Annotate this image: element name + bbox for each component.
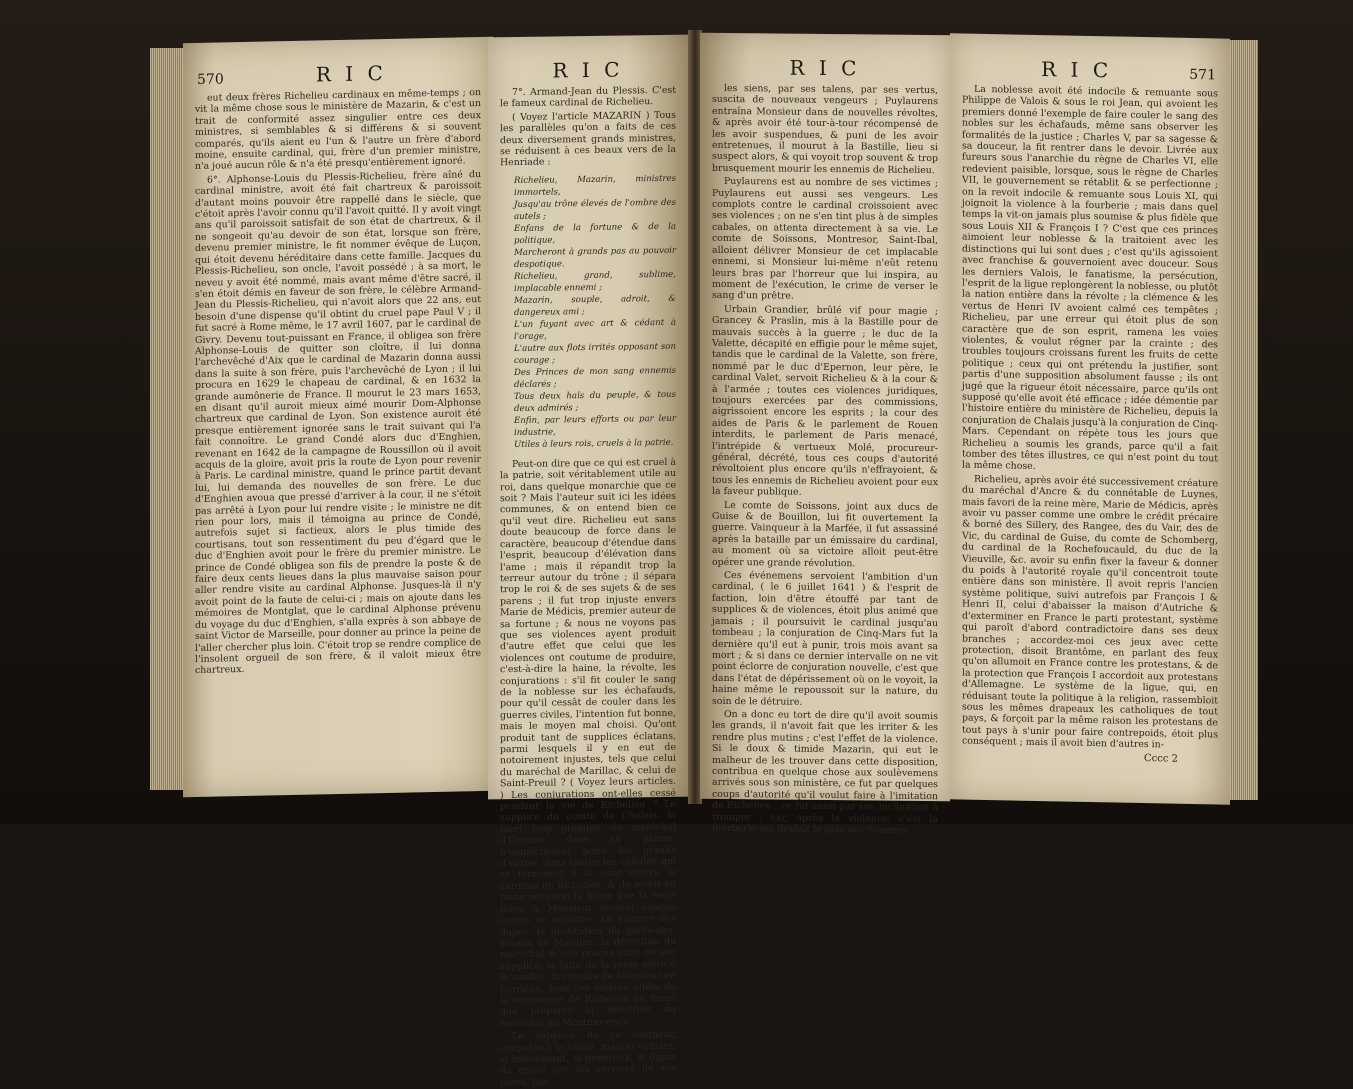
- verse-line: Marcheront à grands pas au pouvoir despotique.: [514, 245, 676, 270]
- paragraph: ( Voyez l'article MAZARIN ) Tous les parallèles qu'on a faits de ces deux diversement grands ministres, se réduisent à ces beaux vers de la Henriade :: [500, 109, 676, 169]
- paragraph: Urbain Grandier, brûlé vif pour magie ; Grancey & Praslin, mis à la Bastille pour de mauvais succès à la guerre ; le duc de la Valette, décapité en effigie pour le même sujet, tandis que le cardinal de la Valette, son frère, nommé par le duc d'Epernon, leur père, le cardinal Valet, servoit Richelieu & à la cour & à l'armée ; toutes ces violences juridiques, toujours exercées par des commissions, aigrissoient encore les esprits ; la cour des aides de Paris & le parlement de Rouen interdits, le parlement de Paris menacé, l'intrépide & vertueux Molé, procureur-général, décrété, tous ces coups d'autorité révoltoient plus encore qu'ils n'effrayoient, & tous les ennemis de Richelieu avoient pour eux la faveur publique.: [712, 303, 938, 498]
- verse-line: Utiles à leurs rois, cruels à la patrie.: [514, 437, 674, 450]
- running-head: R I C: [552, 57, 624, 83]
- page-570-left: [183, 37, 493, 797]
- page-number: 570: [197, 71, 224, 88]
- page-571-left-column: [700, 33, 950, 836]
- verse-line: Jusqu'au trône élevés de l'ombre des autels ;: [514, 197, 676, 222]
- verse-line: L'un fuyant avec art & cédant à l'orage,: [514, 317, 676, 342]
- verse-line: Richelieu, grand, sublime, implacable ennemi ;: [514, 269, 676, 294]
- page-570-right-column: [488, 35, 688, 1089]
- page-header: [700, 33, 950, 86]
- paragraph: On a donc eu tort de dire qu'il avoit soumis les grands, il n'avoit fait que les irriter & les rendre plus mutins ; c'est l'effet de la violence. Si le doux & timide Mazarin, qui eut le malheur de les trouver dans cette disposition, contribua en quelque chose aux soulèvemens arrivés sous son ministère, ce fut par quelques coups d'autorité qu'il voulut faire à l'imitation de Richelieu ; ce fut aussi par son inclination à tromper ; car, après la violence, c'est la fourberie qui déplaît le plus aux hommes.: [712, 708, 938, 836]
- page-number: 571: [1189, 66, 1216, 84]
- verse-line: Tous deux haïs du peuple, & tous deux admirés ;: [514, 389, 676, 414]
- paragraph: 7°. Armand-Jean du Plessis. C'est le fameux cardinal de Richelieu.: [500, 84, 676, 110]
- running-head: R I C: [789, 55, 861, 81]
- page-edges-left: [150, 48, 184, 790]
- paragraph: Richelieu, après avoir été successivement créature du maréchal d'Ancre & du connétable de Luynes, mais favori de la reine mère, Marie de Médicis, après avoir vu passer comme une ombre le crédit précaire & borné des Sillery, des Rangee, des du Vair, des de Vic, du cardinal de Guise, du comte de Schomberg, du cardinal de la Rochefoucauld, du duc de la Vieuville, &c. avoir su enfin fixer la faveur & donner du poids à l'autorité royale qu'il concentroit toute entière dans son ministère. Il avoit repris l'ancien système politique, suivi autrefois par François I & Henri II, celui d'abaisser la maison d'Autriche & d'exterminer en France le parti protestant, système qui paroît d'abord contradictoire dans ses deux branches ; accordez-moi ces jeux avec cette protection, disoit Brantôme, en parlant des feux qu'on allumoit en France contre les protestans, & de la protection que François I accordoit aux protestans d'Allemagne. Le système de la ligue, qui, en réduisant toute la politique à la religion, rassembloit sous les mêmes drapeaux les catholiques de tout pays, & forçoit par la même raison les protestans de tout pays à s'unir pour faire contrepoids, étoit plus conséquent ; mais il avoit bien d'autres in-: [962, 473, 1218, 751]
- page-571-right-column: [950, 33, 1230, 804]
- paragraph: eut deux frères Richelieu cardinaux en même-temps ; on vit la même chose sous le ministère de Mazarin, & c'est un trait de conformité assez singulier entre ces deux ministres, si semblables & si différens & si souvent comparés, qu'ils aient eu l'un & l'autre un frère d'abord moine, ensuite cardinal, qui, frère d'un premier ministre, n'a joué aucun rôle & n'a été presqu'entièrement ignoré.: [195, 87, 481, 173]
- paragraph: Peut-on dire que ce qui est cruel à la patrie, soit véritablement utile au roi, dans quelque monarchie que ce soit ? Mais l'auteur suit ici les idées communes, & on entend bien ce qu'il veut dire. Richelieu eut sans doute beaucoup de force dans le caractère, beaucoup d'étendue dans l'esprit, beaucoup d'élévation dans l'ame ; mais il répandit trop la terreur autour du trône ; il sépara trop le roi & de ses sujets & de ses parens ; il fut trop injuste envers Marie de Médicis, premier auteur de sa fortune ; & nous ne voyons pas que ses violences ayent produit d'autre effet que celui que les violences ont coutume de produire, c'est-à-dire la haine, la révolte, les conjurations : s'il fit couler le sang de la noblesse sur les échafauds, pour qu'il cessât de couler dans les guerres civiles, l'intention fut bonne, mais le moyen mal choisi. Qu'ont produit tant de supplices éclatans, parmi lesquels il y en eut de notoirement injustes, tels que celui du maréchal de Marillac, & celui de Saint-Preuil ? ( Voyez leurs articles. ) Les conjurations ont-elles cessé pendant la vie de Richelieu ? Le supplice du comte de Chalais, la mort trop prompte du maréchal d'Ornano dans sa prison, n'empêchèrent point les grands d'entrer dans toutes les cabales qui se formoient à la cour contre le cardinal de Richelieu, & de servir en toute occasion la haine que la reine mère & Monsieur avoient conçue contre ce ministre. La journée des dupes, la destitution du garde-des-sceaux de Marillac, la détention du maréchal & son procès suivi de son supplice, la fuite de la reine mère à Bruxelles, la retraite de Monsieur en Lorraine, tous ces violens effets de la vengeance de Richelieu ne firent que préparer la défection du maréchal de Montmorency.: [500, 456, 676, 1029]
- verse-line: Enfin, par leurs efforts ou par leur industrie,: [514, 413, 676, 438]
- verse-line: Enfans de la fortune & de la politique,: [514, 221, 676, 246]
- page-header: [488, 35, 688, 88]
- running-head: R I C: [1041, 57, 1113, 83]
- running-head: R I C: [315, 60, 387, 87]
- page-edges-right: [1228, 40, 1258, 800]
- page-header: [183, 37, 493, 93]
- paragraph: Ces événemens servoient l'ambition d'un cardinal, ( le 6 juillet 1641 ) & l'esprit de faction, loin d'être étouffé par tant de supplices & de violences, étoit plus animé que jamais ; il poursuivit le cardinal jusqu'au tombeau ; la conjuration de Cinq-Mars fut la dernière qu'il eut à punir, trois mois avant sa mort ; & si dans ce dernier intervalle on ne vit point éclorre de conjuration nouvelle, c'est que dans l'état de dépérissement où on le voyoit, la haine même le repoussoit sur la nature, du soin de le détruire.: [712, 570, 938, 708]
- column-text: [950, 83, 1230, 765]
- paragraph: La noblesse avoit été indocile & remuante sous Philippe de Valois & sous le roi Jean, qui avoient les premiers donné l'exemple de faire couler le sang des nobles sur les échafauds, même sans observer les formalités de la justice ; Charles V, par sa sagesse & sa douceur, la fit rentrer dans le devoir. Livrée aux fureurs sous l'anarchie du règne de Charles VI, elle redevient paisible, lorsque, sous le règne de Charles VII, le gouvernement se rétablit & se perfectionne ; on la revoit indocile & remuante sous Louis XI, qui joignoit la violence à la fourberie ; mais dans quel temps la vit-on jamais plus soumise & plus fidèle que sous Louis XII & François I ? C'est que ces princes aimoient leur noblesse & la traitoient avec les distinctions qui lui sont dues ; c'est qu'ils agissoient avec franchise & gouvernoient avec douceur. Sous les derniers Valois, le fanatisme, la persécution, l'esprit de la ligue replongèrent la noblesse, ou plutôt la nation entière dans la révolte ; la clémence & les vertus de Henri IV avoient calmé ces tempêtes ; Richelieu, par une erreur qui étoit plus de son caractère que de son esprit, ramena les voies violentes, & voulut régner par la crainte ; des troubles toujours croissans furent les fruits de cette politique ; ceux qui ont prétendu la justifier, sont partis d'une supposition absolument fausse ; ils ont jugé que la rigueur étoit nécessaire, parce qu'ils ont supposé qu'elle avoit été efficace ; idée démentie par l'histoire entière du ministère de Richelieu, depuis la conjuration de Chalais jusqu'à la conjuration de Cinq-Mars. Cependant on répète tous les jours que Richelieu a soumis les grands, parce qu'il a fait tomber des têtes illustres, ce qui n'est point du tout la même chose.: [962, 83, 1218, 473]
- column-text: [183, 87, 493, 677]
- page-header: [950, 33, 1230, 88]
- verse-line: Des Princes de mon sang ennemis déclarés ;: [514, 365, 676, 390]
- paragraph: les siens, par ses talens, par ses vertus, suscita de nouveaux vengeurs ; Puylaurens entraîna Monsieur dans de nouvelles révoltes, & après avoir été tour-à-tour récompensé de les avoir suspendues, & puni de les avoir entretenues, il mourut à la Bastille, lieu si suspect alors, & qui voyoit trop souvent & trop brusquement mourir les ennemis de Richelieu.: [712, 82, 938, 176]
- verse-line: Richelieu, Mazarin, ministres immortels,: [514, 173, 676, 198]
- verse-line: Mazarin, souple, adroit, & dangereux ami ;: [514, 293, 676, 318]
- column-text: [488, 85, 688, 1089]
- signature-mark: Cccc 2: [1144, 752, 1178, 765]
- paragraph: Puylaurens est au nombre de ses victimes ; Puylaurens eut aussi ses vengeurs. Les complots contre le cardinal croissoient avec ses violences ; on ne s'en tint plus à de simples cabales, on attenta directement à sa vie. Le comte de Soissons, Montresor, Saint-Ibal, alloient délivrer Monsieur de cet implacable ennemi, si Monsieur lui-même n'eût retenu leurs bras par l'horreur que lui inspira, au moment de l'exécution, le crime de verser le sang d'un prêtre.: [712, 176, 938, 302]
- paragraph: 6°. Alphonse-Louis du Plessis-Richelieu, frère aîné du cardinal ministre, avoit été fait chartreux & paroissoit d'autant moins pouvoir être rappellé dans le siècle, que c'étoit après l'avoir connu qu'il l'avoit quitté. Il y avoit vingt ans qu'il paroissoit satisfait de son état de chartreux, & il ne songeoit qu'au devoir de son état, lorsque son frère, devenu premier ministre, le fit nommer évêque de Luçon, qui étoit devenu héréditaire dans cette famille. Jacques du Plessis-Richelieu, son oncle, l'avoit possédé ; à sa mort, le neveu y avoit été nommé, mais avant même d'être sacré, il s'en étoit démis en faveur de son frère, le célèbre Armand-Jean du Plessis-Richelieu, qui n'avoit alors que 22 ans, eut besoin d'une dispense qu'il obtint du cruel pape Paul V ; il fut sacré à Rome même, le 17 avril 1607, par le cardinal de Givry. Devenu tout-puissant en France, il obligea son frère Alphonse-Louis de quitter son cloître, il lui donna l'archevêché d'Aix que le cardinal de Mazarin donna aussi dans la suite à son frère, puis l'archevêché de Lyon ; il lui procura en 1629 le chapeau de cardinal, & en 1632 la grande aumônerie de France. Il mourut le 23 mars 1653, en disant qu'il auroit mieux aimé mourir Dom-Alphonse chartreux que cardinal de Lyon. Son existence auroit été presque entièrement ignorée sans le trait suivant qui l'a fait connoître. Le grand Condé alors duc d'Enghien, revenant en 1642 de la campagne de Roussillon où il avoit acquis de la gloire, avoit pris la route de Lyon pour revenir à Paris. Le cardinal ministre, quand le prince partit devant lui, lui demanda des nouvelles de son frère. Le duc d'Enghien avoua que pressé d'arriver à la cour, il ne s'étoit pas arrêté à Lyon pour lui rendre visite ; le ministre ne dit rien pour lors, mais il témoigna au prince de Condé, autrefois sujet si factieux, alors le plus timide des courtisans, tout son ressentiment du peu d'égard que le duc d'Enghien avoit pour le frère du premier ministre. Le prince de Condé obligea son fils de prendre la poste & de faire deux cents lieues dans la plus mauvaise saison pour aller rendre visite au cardinal Alphonse. Jusques-là il n'y avoit point de la faute de celui-ci ; mais on ajoute dans les mémoires de Montglat, que le cardinal Alphonse prévenu du voyage du duc d'Enghien, s'alla exprès à son abbaye de saint Victor de Marseille, pour donner au prince la peine de l'aller chercher plus loin. C'étoit trop se rendre complice de l'insolent orgueil de son frère, & il valoit mieux être chartreux.: [195, 168, 481, 677]
- henriade-verse: [514, 173, 676, 451]
- paragraph: Le comte de Soissons, joint aux ducs de Guise & de Bouillon, lui fit ouvertement la guerre. Vainqueur à la Marfée, il fut assassiné après la bataille par un émissaire du cardinal, au moment où sa victoire alloit peut-être opérer une grande révolution.: [712, 499, 938, 569]
- paragraph: Le supplice de ce seigneur, coupable à la vérité, mais si vaillant, si intéressant, si généreux, si digne de grace par les services de ses pères, par: [500, 1028, 676, 1089]
- column-text: [700, 83, 950, 837]
- verse-line: L'autre aux flots irrités opposant son courage ;: [514, 341, 676, 366]
